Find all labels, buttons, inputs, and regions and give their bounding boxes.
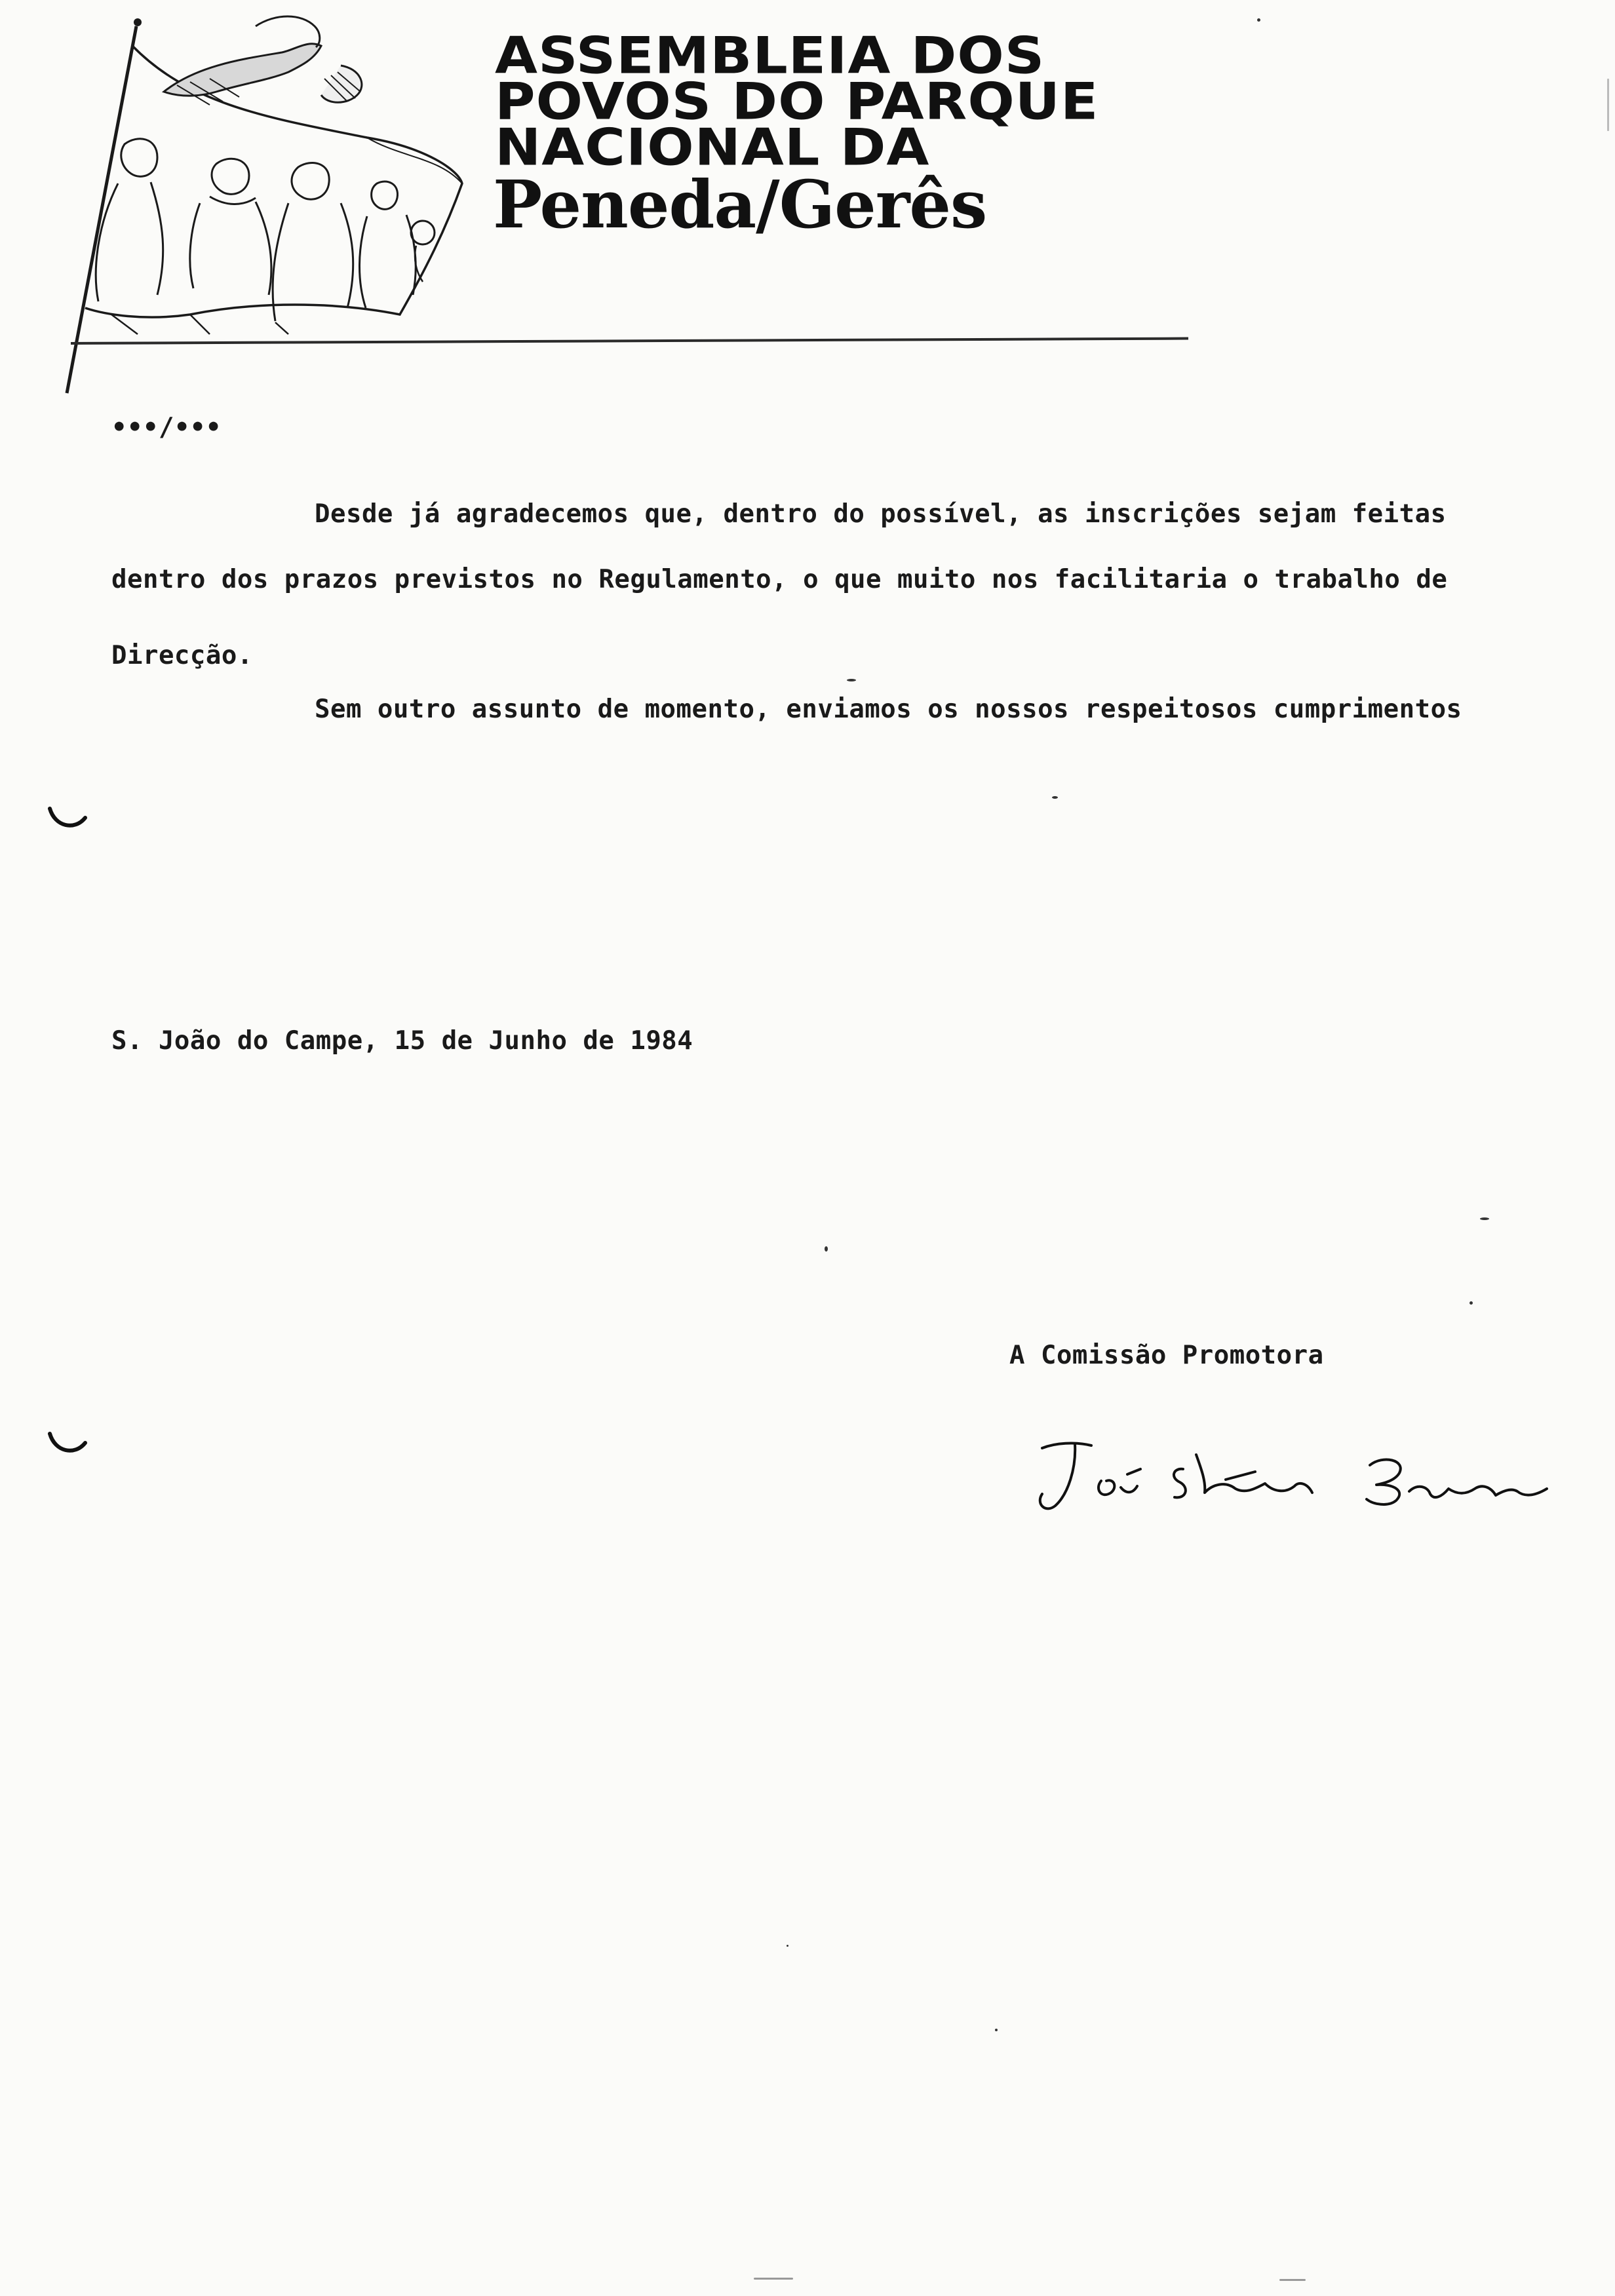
scan-speck bbox=[995, 2029, 998, 2031]
continuation-mark: •••/••• bbox=[111, 413, 222, 442]
scan-speck bbox=[1279, 2279, 1306, 2281]
scan-speck bbox=[847, 679, 856, 681]
place-and-date: S. João do Campe, 15 de Junho de 1984 bbox=[111, 1026, 693, 1056]
scan-speck bbox=[1469, 1301, 1473, 1305]
punch-hole-mark bbox=[46, 805, 88, 831]
letterhead-title-line-1: ASSEMBLEIA DOS bbox=[495, 26, 1045, 85]
paragraph-1-line-1: Desde já agradecemos que, dentro do possível, as inscrições sejam feitas bbox=[315, 499, 1447, 529]
paragraph-1-line-3: Direcção. bbox=[111, 641, 253, 670]
scan-speck bbox=[754, 2278, 793, 2280]
scan-speck bbox=[1052, 796, 1058, 799]
scan-speck bbox=[1607, 79, 1609, 131]
paragraph-2: Sem outro assunto de momento, enviamos os nossos respeitosos cumprimentos bbox=[315, 695, 1462, 724]
letterhead-title-line-4: Peneda/Gerês bbox=[493, 166, 987, 243]
scan-speck bbox=[1480, 1217, 1489, 1220]
punch-hole-mark bbox=[46, 1430, 88, 1456]
signatory-label: A Comissão Promotora bbox=[1009, 1341, 1324, 1370]
paragraph-1-line-2: dentro dos prazos previstos no Regulamento, o que muito nos facilitaria o trabalho de bbox=[111, 565, 1448, 594]
scan-speck bbox=[787, 1945, 788, 1947]
letterhead-title-line-2: POVOS DO PARQUE bbox=[495, 71, 1099, 131]
scan-speck bbox=[1257, 18, 1260, 22]
scan-speck bbox=[825, 1246, 828, 1252]
letterhead-title-line-3: NACIONAL DA bbox=[495, 117, 930, 177]
handwritten-signature-icon bbox=[1029, 1428, 1566, 1527]
